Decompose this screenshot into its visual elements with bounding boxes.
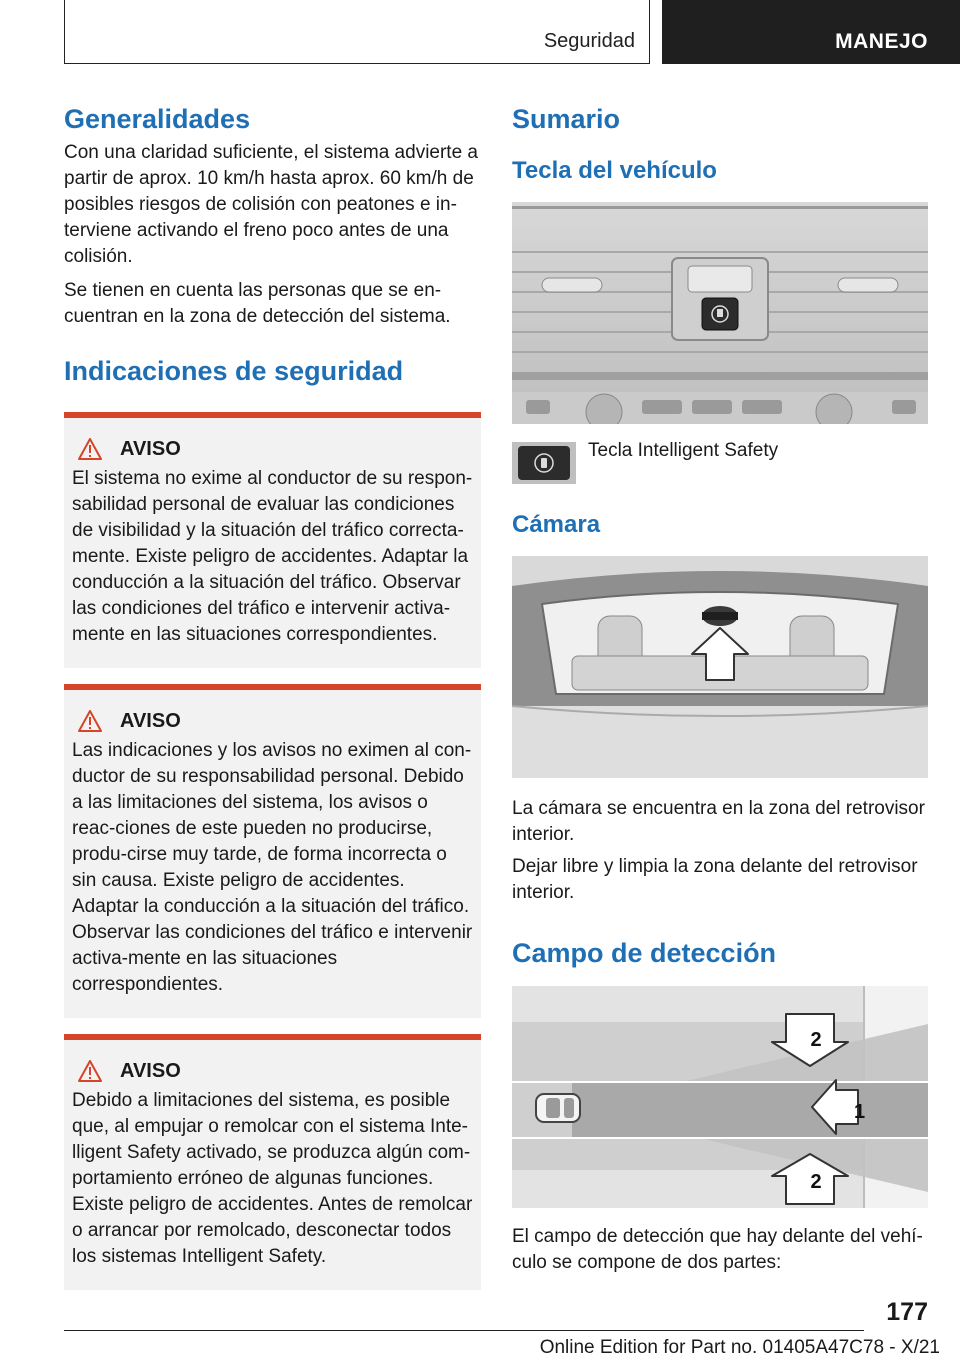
field-label-2-top: 2 [810,1029,822,1051]
warning-triangle-icon [78,710,102,732]
footer-divider [64,1330,864,1331]
header-section-tab [64,0,650,64]
footer-edition: Online Edition for Part no. 01405A47C78 - X/21 [539,1337,940,1358]
paragraph-generalidades-2: Se tienen en cuenta las personas que se en-cuentran en la zona de detección del sistema. [64,280,451,327]
warning-box-1 [64,412,481,668]
warning-triangle-icon [78,438,102,460]
warning-text-2: Las indicaciones y los avisos no eximen al con-ductor de su responsabilidad personal. Debido a las limitaciones del sistema, los avisos o reac-ciones de este pueden no producirse, produ-cirse muy tarde, de forma incorrecta o sin causa. Existe peligro de accidentes. Adaptar la conducción a la situación del tráfico. Observar las condiciones del tráfico e intervenir activa-mente en las situaciones correspondientes. [72,740,473,995]
paragraph-campo-1: El campo de detección que hay delante del vehí-culo se compone de dos partes: [512,1226,923,1273]
warning-text-1: El sistema no exime al conductor de su respon-sabilidad personal de evaluar las condiciones de visibilidad y la situación del tráfico correcta-mente. Existe peligro de accidentes. Adaptar la conducción a la situación del tráfico. Observar las condiciones del tráfico e intervenir activa-mente en las situaciones correspondientes. [72,468,473,645]
dashboard-button-illustration [512,202,928,424]
left-column [64,102,481,1290]
paragraph-generalidades-1: Con una claridad suficiente, el sistema advierte a partir de aprox. 10 km/h hasta aprox. 60 km/h de posibles riesgos de colisión con peatones e in-terviene activando el freno poco antes de una colisión. [64,142,479,267]
header-chapter-tab [662,0,960,64]
warning-label-2: AVISO [120,710,181,732]
tecla-caption: Tecla Intelligent Safety [588,440,779,461]
tecla-caption-row [512,442,928,484]
header-chapter-label: MANEJO [835,30,928,53]
detection-field-illustration [512,986,928,1208]
header-section-label: Seguridad [543,30,635,52]
warning-box-3 [64,1034,481,1290]
vehicle-icon [536,1094,580,1122]
field-label-2-bottom: 2 [810,1171,822,1193]
heading-tecla-vehiculo: Tecla del vehículo [512,157,717,184]
field-label-1: 1 [854,1101,866,1123]
heading-camara: Cámara [512,511,601,538]
warning-title-1 [72,436,473,462]
intelligent-safety-button-icon [512,442,576,484]
warning-triangle-icon [78,1060,102,1082]
paragraph-camara-1: La cámara se encuentra en la zona del retrovisor interior. [512,798,925,845]
warning-title-3 [72,1058,473,1084]
right-column [512,102,928,1276]
heading-indicaciones-seguridad: Indicaciones de seguridad [64,356,404,386]
heading-generalidades: Generalidades [64,104,251,134]
heading-sumario: Sumario [512,104,621,134]
heading-campo-deteccion: Campo de detección [512,938,777,968]
warning-box-2 [64,684,481,1018]
warning-label-1: AVISO [120,438,181,460]
page-number: 177 [886,1298,928,1326]
warning-text-3: Debido a limitaciones del sistema, es posible que, al empujar o remolcar con el sistema Inte-lligent Safety activado, se produzca algún com-portamiento erróneo de algunas funciones. Existe peligro de accidentes. Antes de remolcar o arrancar por remolcado, desconectar todos los sistemas Intelligent Safety. [72,1090,473,1267]
paragraph-camara-2: Dejar libre y limpia la zona delante del retrovisor interior. [512,856,918,903]
warning-label-3: AVISO [120,1060,181,1082]
camera-location-illustration [512,556,928,778]
warning-title-2 [72,708,473,734]
